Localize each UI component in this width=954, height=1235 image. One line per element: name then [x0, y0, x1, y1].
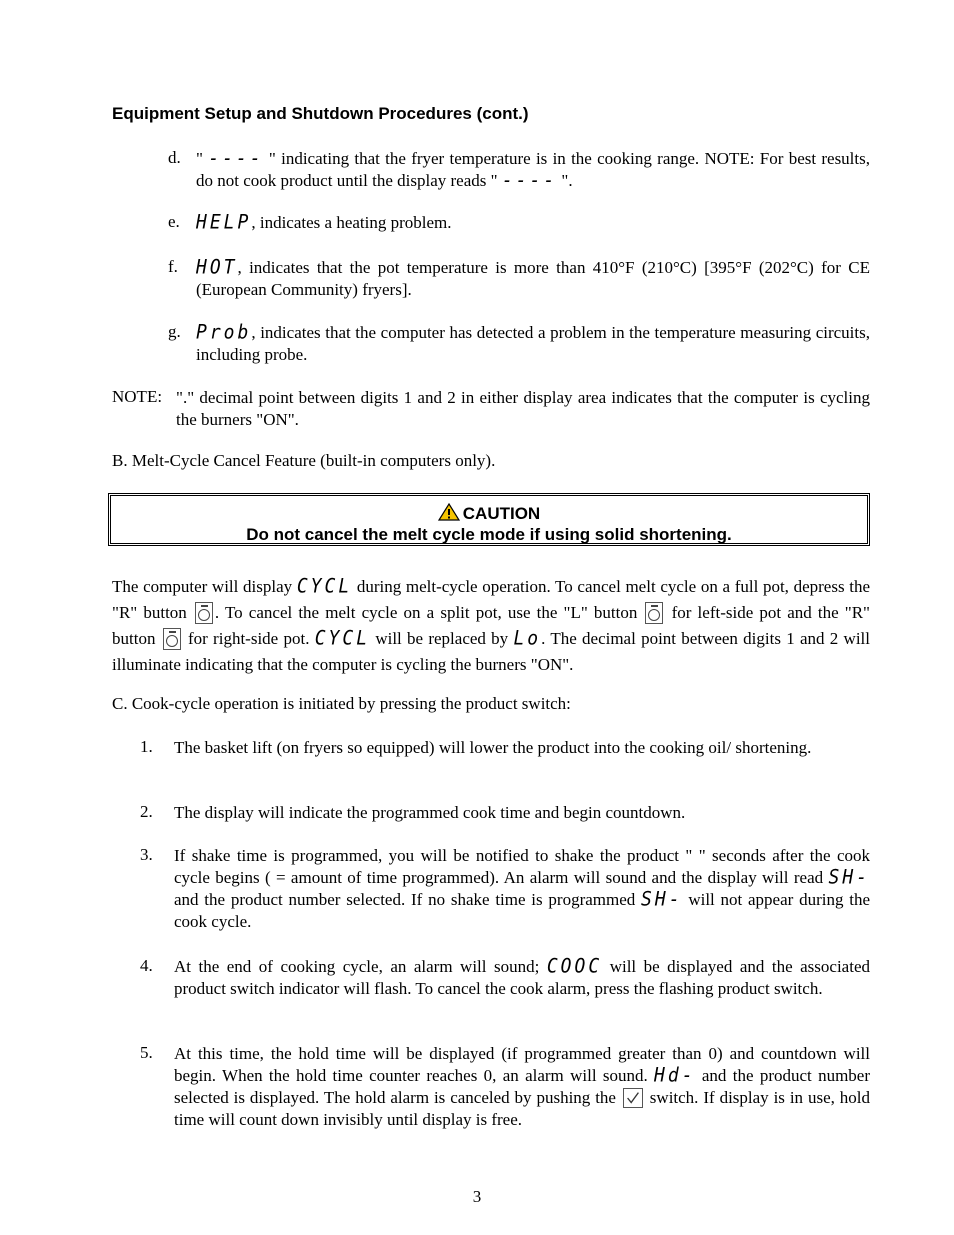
item-d-label: d.: [168, 148, 181, 167]
note-text: "." decimal point between digits 1 and 2 in either display area indicates that the computer is cycling the burners "ON".: [176, 388, 870, 429]
item-g-text: Prob, indicates that the computer has detected a problem in the temperature measuring circuits, including probe.: [196, 320, 870, 364]
item-d-text: " ---- " indicating that the fryer temperature is in the cooking range. NOTE: For best results, do not cook product until the display reads " ---- ".: [196, 146, 870, 192]
item-e-label: e.: [168, 212, 180, 231]
step-2-label: 2.: [140, 802, 153, 821]
section-b: B. Melt-Cycle Cancel Feature (built-in computers only).: [112, 451, 496, 470]
item-g-label: g.: [168, 322, 181, 341]
step-4-label: 4.: [140, 956, 153, 975]
step-5-text: At this time, the hold time will be displayed (if programmed greater than 0) and countdown will begin. When the hold time counter reaches 0, an alarm will sound. Hd- and the product number selected is displayed. The hold alarm is canceled by pushing the switch. If display is in use, hold time will count down invisibly until display is free.: [174, 1044, 870, 1129]
caution-title-row: [111, 503, 867, 524]
step-4-text: At the end of cooking cycle, an alarm will sound; COOC will be displayed and the associated product switch indicator will flash. To cancel the cook alarm, press the flashing product switch.: [174, 954, 870, 998]
display-cycl: CYCL: [296, 574, 353, 598]
display-dashes: ----: [501, 168, 558, 192]
page-number: 3: [472, 1187, 482, 1206]
display-hold: Hd-: [654, 1063, 696, 1087]
display-cycl: CYCL: [314, 626, 371, 650]
display-lo: Lo: [513, 626, 542, 650]
display-prob: Prob: [196, 320, 252, 344]
caution-title: CAUTION: [462, 504, 541, 523]
section-c: C. Cook-cycle operation is initiated by pressing the product switch:: [112, 694, 571, 713]
step-1-label: 1.: [140, 737, 153, 756]
caution-box: [108, 493, 870, 546]
r-button-icon: [163, 628, 181, 650]
display-shake: SH-: [641, 887, 683, 911]
display-help: HELP: [196, 210, 252, 234]
display-shake: SH-: [828, 865, 870, 889]
page-heading: Equipment Setup and Shutdown Procedures (cont.): [112, 104, 529, 123]
step-1-text: The basket lift (on fryers so equipped) will lower the product into the cooking oil/ shortening.: [174, 738, 812, 757]
display-dashes: ----: [208, 146, 264, 170]
display-cooc: COOC: [546, 954, 603, 978]
step-3-text: If shake time is programmed, you will be notified to shake the product " " seconds after the cook cycle begins ( = amount of time programmed). An alarm will sound and the display will read SH- and the product number selected. If no shake time is programmed SH- will not appear during the cook cycle.: [174, 846, 870, 931]
caution-text: Do not cancel the melt cycle mode if using solid shortening.: [246, 525, 732, 544]
checkmark-switch-icon: [623, 1088, 643, 1108]
item-e-text: HELP, indicates a heating problem.: [196, 210, 452, 234]
item-f-text: HOT, indicates that the pot temperature is more than 410°F (210°C) [395°F (202°C) for CE (European Community) fryers].: [196, 255, 870, 299]
display-hot: HOT: [196, 255, 238, 279]
item-f-label: f.: [168, 257, 178, 276]
step-2-text: The display will indicate the programmed cook time and begin countdown.: [174, 803, 686, 822]
step-5-label: 5.: [140, 1043, 153, 1062]
l-button-icon: [645, 602, 663, 624]
warning-icon: [438, 503, 460, 521]
melt-cycle-paragraph: The computer will display CYCL during melt-cycle operation. To cancel melt cycle on a full pot, depress the "R" button . To cancel the melt cycle on a split pot, use the "L" button for left-side pot and the "R" button for right-side pot. CYCL will be replaced by Lo. The decimal point between digits 1 and 2 will illuminate indicating that the computer is cycling the burners "ON".: [112, 574, 870, 678]
r-button-icon: [195, 602, 213, 624]
step-3-label: 3.: [140, 845, 153, 864]
note-label: NOTE:: [112, 387, 163, 406]
